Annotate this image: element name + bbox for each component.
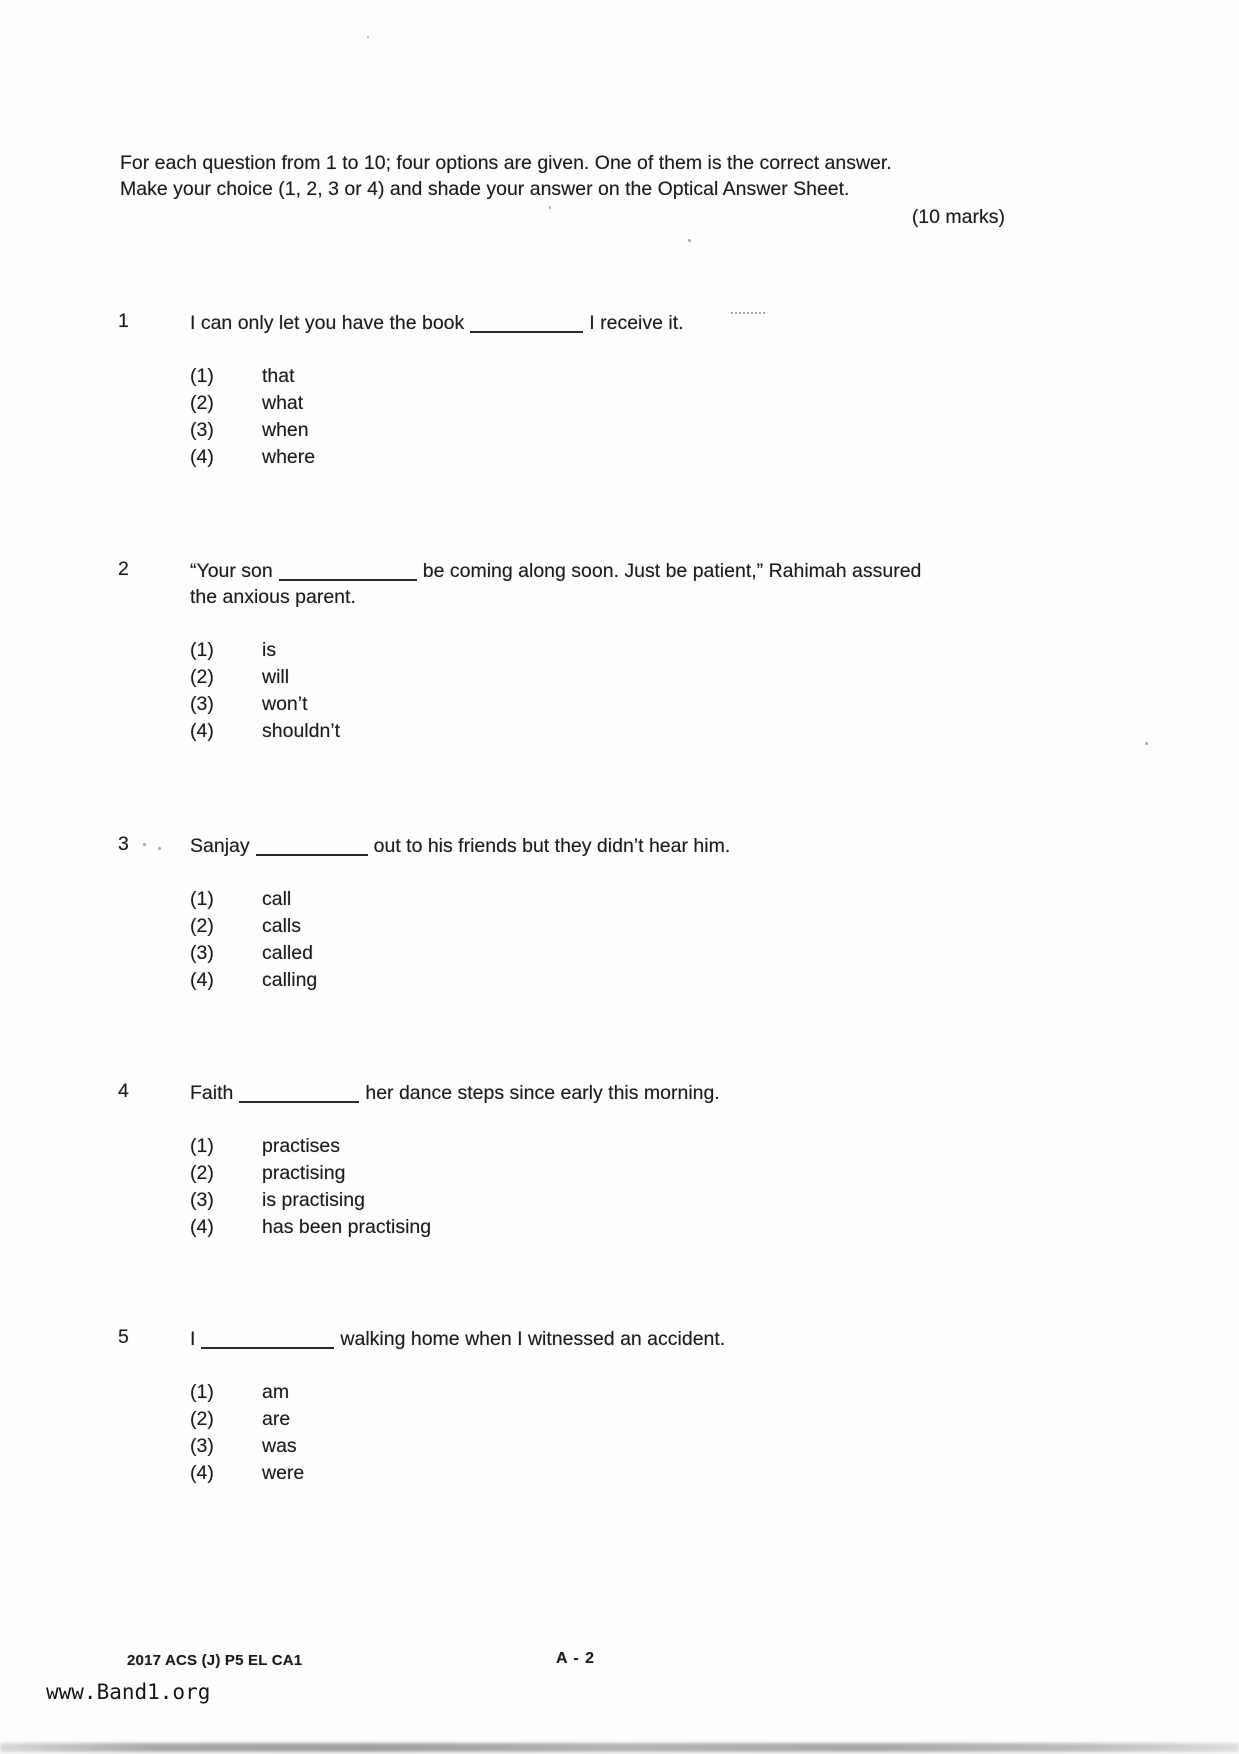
footer-page-number: A - 2	[556, 1650, 596, 1667]
question-4-number: 4	[118, 1080, 129, 1102]
option-row	[190, 417, 684, 444]
option-label: (3)	[190, 693, 214, 715]
question-1	[118, 310, 684, 471]
option-label: (1)	[190, 1381, 214, 1403]
answer-blank	[279, 578, 417, 581]
question-2	[118, 558, 921, 745]
answer-blank	[470, 330, 583, 333]
question-4	[118, 1080, 720, 1241]
option-label: (3)	[190, 942, 214, 964]
option-text: were	[262, 1462, 305, 1484]
option-text: where	[262, 446, 316, 468]
option-label: (3)	[190, 1435, 214, 1457]
question-4-stem	[190, 1080, 720, 1106]
option-row	[190, 967, 730, 994]
option-row	[190, 718, 921, 745]
stem-text-after: her dance steps since early this morning.	[365, 1082, 720, 1104]
question-1-number: 1	[118, 310, 129, 332]
question-2-stem	[190, 558, 921, 610]
option-text: calling	[262, 969, 318, 991]
scan-artifact	[731, 312, 765, 314]
option-row	[190, 1133, 720, 1160]
option-text: called	[262, 942, 313, 964]
option-label: (2)	[190, 392, 214, 414]
stem-text-after: I receive it.	[589, 312, 684, 334]
option-text: that	[262, 365, 295, 387]
option-row	[190, 886, 730, 913]
answer-blank	[239, 1100, 359, 1103]
question-3-stem	[190, 833, 730, 859]
question-5-stem	[190, 1326, 725, 1352]
instructions-line-1: For each question from 1 to 10; four options are given. One of them is the correct answer.	[120, 152, 892, 174]
option-text: are	[262, 1408, 291, 1430]
option-text: practising	[262, 1162, 346, 1184]
stem-text-after: out to his friends but they didn’t hear him.	[373, 835, 731, 857]
instructions-block	[120, 150, 1005, 230]
option-row	[190, 444, 684, 471]
question-1-stem	[190, 310, 684, 336]
option-text: is practising	[262, 1189, 365, 1211]
option-text: call	[262, 888, 292, 910]
stem-text-after: be coming along soon. Just be patient,” Rahimah assured	[422, 560, 922, 582]
option-text: calls	[262, 915, 302, 937]
option-label: (4)	[190, 446, 214, 468]
option-text: when	[262, 419, 309, 441]
option-label: (4)	[190, 969, 214, 991]
scan-speck	[158, 847, 161, 850]
question-5-options	[190, 1379, 725, 1487]
option-row	[190, 940, 730, 967]
stem-text-before: I	[190, 1328, 196, 1350]
option-label: (4)	[190, 1462, 214, 1484]
stem-text-line2: the anxious parent.	[190, 586, 356, 608]
option-text: has been practising	[262, 1216, 432, 1238]
scan-edge-band	[0, 1743, 1239, 1752]
option-label: (1)	[190, 1135, 214, 1157]
option-text: shouldn’t	[262, 720, 341, 742]
scan-speck	[549, 206, 551, 209]
option-row	[190, 363, 684, 390]
question-3	[118, 833, 730, 994]
option-row	[190, 691, 921, 718]
stem-text-before: Faith	[190, 1082, 234, 1104]
question-2-number: 2	[118, 558, 129, 580]
scan-speck	[1145, 742, 1148, 745]
option-label: (1)	[190, 365, 214, 387]
stem-text-before: I can only let you have the book	[190, 312, 465, 334]
option-label: (4)	[190, 1216, 214, 1238]
option-label: (3)	[190, 419, 214, 441]
question-2-options	[190, 637, 921, 745]
question-4-options	[190, 1133, 720, 1241]
option-label: (3)	[190, 1189, 214, 1211]
option-text: will	[262, 666, 290, 688]
question-3-options	[190, 886, 730, 994]
answer-blank	[256, 853, 368, 856]
option-text: won’t	[262, 693, 308, 715]
stem-text-after: walking home when I witnessed an accident.	[340, 1328, 726, 1350]
option-row	[190, 1433, 725, 1460]
scan-speck	[143, 843, 146, 846]
option-label: (2)	[190, 915, 214, 937]
question-5	[118, 1326, 725, 1487]
option-label: (1)	[190, 888, 214, 910]
option-row	[190, 637, 921, 664]
option-text: was	[262, 1435, 297, 1457]
option-row	[190, 1460, 725, 1487]
stem-text-before: Sanjay	[190, 835, 250, 857]
marks-label: (10 marks)	[911, 206, 1005, 228]
option-row	[190, 1379, 725, 1406]
instructions-line-2: Make your choice (1, 2, 3 or 4) and shade your answer on the Optical Answer Sheet.	[120, 178, 850, 200]
question-3-number: 3	[118, 833, 129, 855]
option-row	[190, 390, 684, 417]
answer-blank	[201, 1346, 334, 1349]
option-row	[190, 1214, 720, 1241]
option-text: what	[262, 392, 304, 414]
option-row	[190, 1187, 720, 1214]
footer-watermark: www.Band1.org	[46, 1680, 211, 1704]
option-row	[190, 664, 921, 691]
option-label: (1)	[190, 639, 214, 661]
scan-speck	[688, 239, 691, 242]
option-text: is	[262, 639, 277, 661]
option-row	[190, 1160, 720, 1187]
stem-text-before: “Your son	[190, 560, 273, 582]
option-row	[190, 1406, 725, 1433]
option-label: (4)	[190, 720, 214, 742]
option-row	[190, 913, 730, 940]
scan-speck	[367, 36, 369, 38]
footer-doc-code: 2017 ACS (J) P5 EL CA1	[127, 1652, 303, 1669]
option-text: practises	[262, 1135, 341, 1157]
option-label: (2)	[190, 1408, 214, 1430]
option-label: (2)	[190, 666, 214, 688]
option-label: (2)	[190, 1162, 214, 1184]
question-1-options	[190, 363, 684, 471]
option-text: am	[262, 1381, 290, 1403]
question-5-number: 5	[118, 1326, 129, 1348]
